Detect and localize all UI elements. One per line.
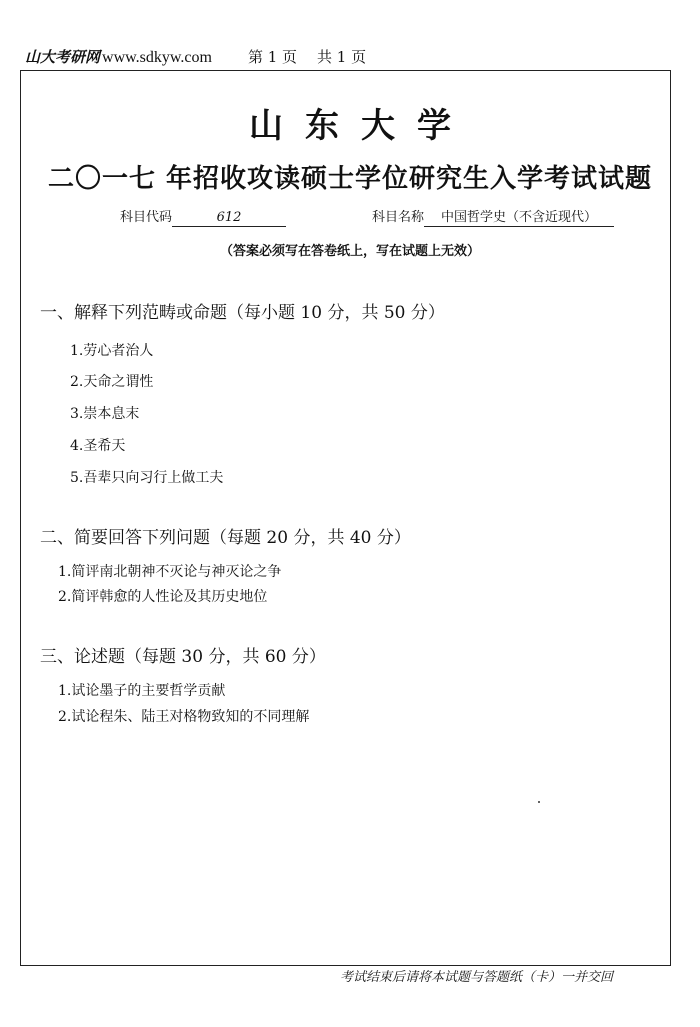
section-heading: 一、解释下列范畴或命题（每小题 10 分，共 50 分） <box>40 303 445 323</box>
section-heading: 二、简要回答下列问题（每题 20 分，共 40 分） <box>40 528 411 548</box>
question-item: 2.试论程朱、陆王对格物致知的不同理解 <box>58 709 310 725</box>
subject-code <box>120 206 286 227</box>
question-item: 1.试论墨子的主要哲学贡献 <box>58 683 226 699</box>
question-item: 2.天命之谓性 <box>70 374 154 390</box>
answer-notice: （答案必须写在答卷纸上，写在试题上无效） <box>219 244 480 259</box>
question-item: 1.劳心者治人 <box>70 343 154 359</box>
question-item: 5.吾辈只向习行上做工夫 <box>70 470 224 486</box>
subject-name <box>372 206 614 227</box>
page-total: 共 1 页 <box>317 48 367 66</box>
page-header <box>25 46 366 68</box>
question-item: 3.崇本息末 <box>70 406 140 422</box>
exam-title: 二〇一七 年招收攻读硕士学位研究生入学考试试题 <box>47 164 653 194</box>
subject-meta <box>120 206 640 228</box>
subject-name-value: 中国哲学史（不含近现代） <box>424 210 614 227</box>
scan-speck <box>538 801 540 803</box>
subject-code-label: 科目代码 <box>120 210 173 225</box>
question-item: 2.简评韩愈的人性论及其历史地位 <box>58 589 268 605</box>
footer-note: 考试结束后请将本试题与答题纸（卡）一并交回 <box>340 970 614 985</box>
site-name: 山大考研网 <box>25 48 101 66</box>
page-number: 第 1 页 <box>247 48 298 66</box>
exam-frame <box>20 70 671 966</box>
question-item: 4.圣希天 <box>70 438 126 454</box>
subject-code-value: 612 <box>172 210 286 227</box>
site-url: www.sdkyw.com <box>102 49 212 66</box>
subject-name-label: 科目名称 <box>372 210 425 225</box>
question-item: 1.简评南北朝神不灭论与神灭论之争 <box>58 564 282 580</box>
section-heading: 三、论述题（每题 30 分，共 60 分） <box>40 647 326 667</box>
university-title: 山东大学 <box>249 106 473 146</box>
